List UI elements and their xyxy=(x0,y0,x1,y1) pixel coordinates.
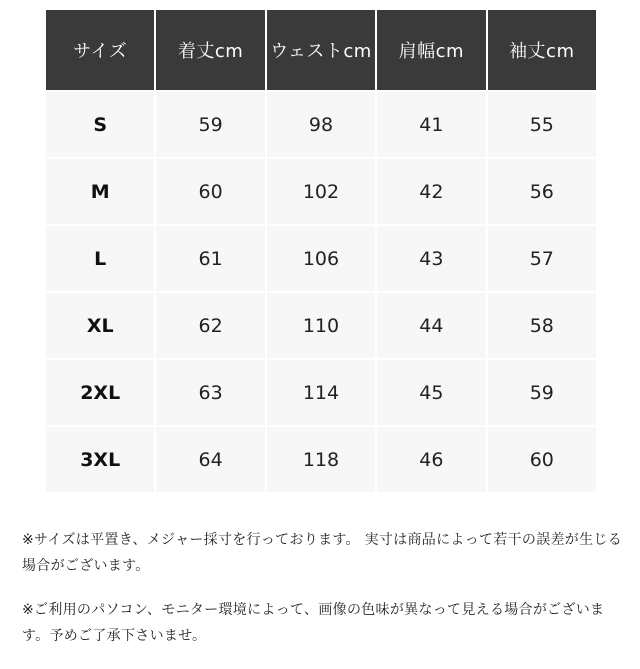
table-row xyxy=(46,226,596,291)
length-cell: 59 xyxy=(156,92,264,157)
sleeve-cell: 56 xyxy=(488,159,596,224)
table-row xyxy=(46,92,596,157)
header-waist: ウェストcm xyxy=(267,10,375,90)
header-sleeve: 袖丈cm xyxy=(488,10,596,90)
size-chart-table xyxy=(44,8,598,494)
header-shoulder: 肩幅cm xyxy=(377,10,485,90)
shoulder-cell: 46 xyxy=(377,427,485,492)
sleeve-cell: 59 xyxy=(488,360,596,425)
size-cell: M xyxy=(46,159,154,224)
header-length: 着丈cm xyxy=(156,10,264,90)
color-note: ※ご利用のパソコン、モニター環境によって、画像の色味が異なって見える場合がございます。予めご了承下さいませ。 xyxy=(22,602,605,644)
table-header-row xyxy=(46,10,596,90)
size-cell: 2XL xyxy=(46,360,154,425)
length-cell: 60 xyxy=(156,159,264,224)
length-cell: 64 xyxy=(156,427,264,492)
length-cell: 63 xyxy=(156,360,264,425)
waist-cell: 102 xyxy=(267,159,375,224)
size-cell: 3XL xyxy=(46,427,154,492)
size-cell: L xyxy=(46,226,154,291)
length-cell: 62 xyxy=(156,293,264,358)
table-row xyxy=(46,159,596,224)
shoulder-cell: 44 xyxy=(377,293,485,358)
shoulder-cell: 41 xyxy=(377,92,485,157)
measurement-note: ※サイズは平置き、メジャー採寸を行っております。 実寸は商品によって若干の誤差が生じる場合がございます。 xyxy=(22,532,622,574)
waist-cell: 118 xyxy=(267,427,375,492)
size-cell: S xyxy=(46,92,154,157)
size-cell: XL xyxy=(46,293,154,358)
table-row xyxy=(46,360,596,425)
waist-cell: 98 xyxy=(267,92,375,157)
table-row xyxy=(46,427,596,492)
header-size: サイズ xyxy=(46,10,154,90)
shoulder-cell: 42 xyxy=(377,159,485,224)
sleeve-cell: 60 xyxy=(488,427,596,492)
sleeve-cell: 55 xyxy=(488,92,596,157)
shoulder-cell: 43 xyxy=(377,226,485,291)
shoulder-cell: 45 xyxy=(377,360,485,425)
length-cell: 61 xyxy=(156,226,264,291)
sleeve-cell: 57 xyxy=(488,226,596,291)
waist-cell: 114 xyxy=(267,360,375,425)
sleeve-cell: 58 xyxy=(488,293,596,358)
table-row xyxy=(46,293,596,358)
waist-cell: 110 xyxy=(267,293,375,358)
waist-cell: 106 xyxy=(267,226,375,291)
